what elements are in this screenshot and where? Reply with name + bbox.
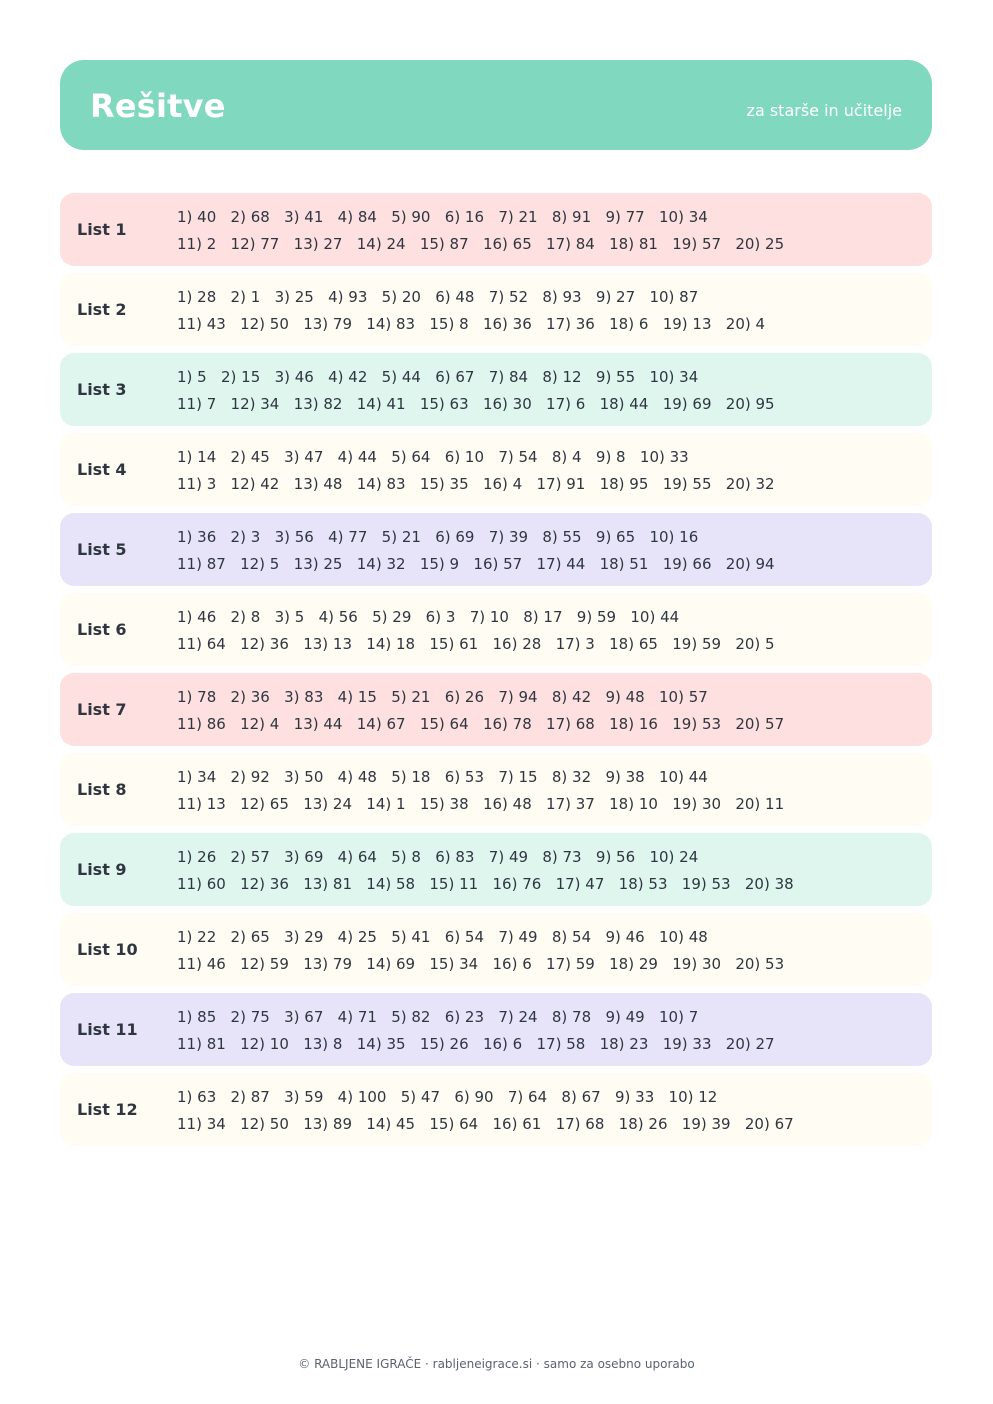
list-row-12 <box>60 1073 932 1146</box>
list-name: List 11 <box>77 1020 138 1039</box>
page-title: Rešitve <box>90 87 226 125</box>
answers-line-2: 11) 7 12) 34 13) 82 14) 41 15) 63 16) 30 17) 6 18) 44 19) 69 20) 95 <box>177 395 775 413</box>
list-name: List 3 <box>77 380 127 399</box>
list-row-8 <box>60 753 932 826</box>
answers-line-1: 1) 28 2) 1 3) 25 4) 93 5) 20 6) 48 7) 52 8) 93 9) 27 10) 87 <box>177 288 699 306</box>
list-row-2 <box>60 273 932 346</box>
answers-line-2: 11) 13 12) 65 13) 24 14) 1 15) 38 16) 48 17) 37 18) 10 19) 30 20) 11 <box>177 795 785 813</box>
footer-copyright: © RABLJENE IGRAČE · rabljeneigrace.si · samo za osebno uporabo <box>298 1357 695 1371</box>
list-row-4 <box>60 433 932 506</box>
header-banner <box>60 60 932 150</box>
answers-line-1: 1) 34 2) 92 3) 50 4) 48 5) 18 6) 53 7) 15 8) 32 9) 38 10) 44 <box>177 768 708 786</box>
answers-line-1: 1) 5 2) 15 3) 46 4) 42 5) 44 6) 67 7) 84 8) 12 9) 55 10) 34 <box>177 368 699 386</box>
list-name: List 2 <box>77 300 127 319</box>
answers-line-1: 1) 63 2) 87 3) 59 4) 100 5) 47 6) 90 7) 64 8) 67 9) 33 10) 12 <box>177 1088 718 1106</box>
list-name: List 6 <box>77 620 127 639</box>
page-subtitle: za starše in učitelje <box>746 101 902 120</box>
list-name: List 9 <box>77 860 127 879</box>
list-name: List 8 <box>77 780 127 799</box>
answers-line-2: 11) 2 12) 77 13) 27 14) 24 15) 87 16) 65 17) 84 18) 81 19) 57 20) 25 <box>177 235 785 253</box>
list-name: List 12 <box>77 1100 138 1119</box>
list-row-3 <box>60 353 932 426</box>
list-row-5 <box>60 513 932 586</box>
list-row-9 <box>60 833 932 906</box>
answers-line-1: 1) 85 2) 75 3) 67 4) 71 5) 82 6) 23 7) 24 8) 78 9) 49 10) 7 <box>177 1008 699 1026</box>
list-name: List 4 <box>77 460 127 479</box>
answers-line-2: 11) 46 12) 59 13) 79 14) 69 15) 34 16) 6 17) 59 18) 29 19) 30 20) 53 <box>177 955 785 973</box>
answers-line-2: 11) 34 12) 50 13) 89 14) 45 15) 64 16) 61 17) 68 18) 26 19) 39 20) 67 <box>177 1115 794 1133</box>
answers-line-1: 1) 46 2) 8 3) 5 4) 56 5) 29 6) 3 7) 10 8) 17 9) 59 10) 44 <box>177 608 680 626</box>
answers-line-1: 1) 22 2) 65 3) 29 4) 25 5) 41 6) 54 7) 49 8) 54 9) 46 10) 48 <box>177 928 708 946</box>
answers-line-2: 11) 81 12) 10 13) 8 14) 35 15) 26 16) 6 17) 58 18) 23 19) 33 20) 27 <box>177 1035 775 1053</box>
list-name: List 7 <box>77 700 127 719</box>
answers-line-2: 11) 87 12) 5 13) 25 14) 32 15) 9 16) 57 17) 44 18) 51 19) 66 20) 94 <box>177 555 775 573</box>
answers-line-1: 1) 26 2) 57 3) 69 4) 64 5) 8 6) 83 7) 49 8) 73 9) 56 10) 24 <box>177 848 699 866</box>
list-row-7 <box>60 673 932 746</box>
list-name: List 1 <box>77 220 127 239</box>
answers-line-1: 1) 14 2) 45 3) 47 4) 44 5) 64 6) 10 7) 54 8) 4 9) 8 10) 33 <box>177 448 689 466</box>
list-row-1 <box>60 193 932 266</box>
list-name: List 5 <box>77 540 127 559</box>
answers-line-2: 11) 60 12) 36 13) 81 14) 58 15) 11 16) 76 17) 47 18) 53 19) 53 20) 38 <box>177 875 794 893</box>
list-name: List 10 <box>77 940 138 959</box>
answers-line-1: 1) 78 2) 36 3) 83 4) 15 5) 21 6) 26 7) 94 8) 42 9) 48 10) 57 <box>177 688 708 706</box>
answers-line-1: 1) 36 2) 3 3) 56 4) 77 5) 21 6) 69 7) 39 8) 55 9) 65 10) 16 <box>177 528 699 546</box>
answers-line-2: 11) 64 12) 36 13) 13 14) 18 15) 61 16) 28 17) 3 18) 65 19) 59 20) 5 <box>177 635 775 653</box>
list-row-6 <box>60 593 932 666</box>
answers-line-2: 11) 86 12) 4 13) 44 14) 67 15) 64 16) 78 17) 68 18) 16 19) 53 20) 57 <box>177 715 785 733</box>
list-row-11 <box>60 993 932 1066</box>
solutions-list <box>60 193 932 1153</box>
list-row-10 <box>60 913 932 986</box>
answers-line-2: 11) 43 12) 50 13) 79 14) 83 15) 8 16) 36 17) 36 18) 6 19) 13 20) 4 <box>177 315 766 333</box>
answers-line-2: 11) 3 12) 42 13) 48 14) 83 15) 35 16) 4 17) 91 18) 95 19) 55 20) 32 <box>177 475 775 493</box>
answers-line-1: 1) 40 2) 68 3) 41 4) 84 5) 90 6) 16 7) 21 8) 91 9) 77 10) 34 <box>177 208 708 226</box>
